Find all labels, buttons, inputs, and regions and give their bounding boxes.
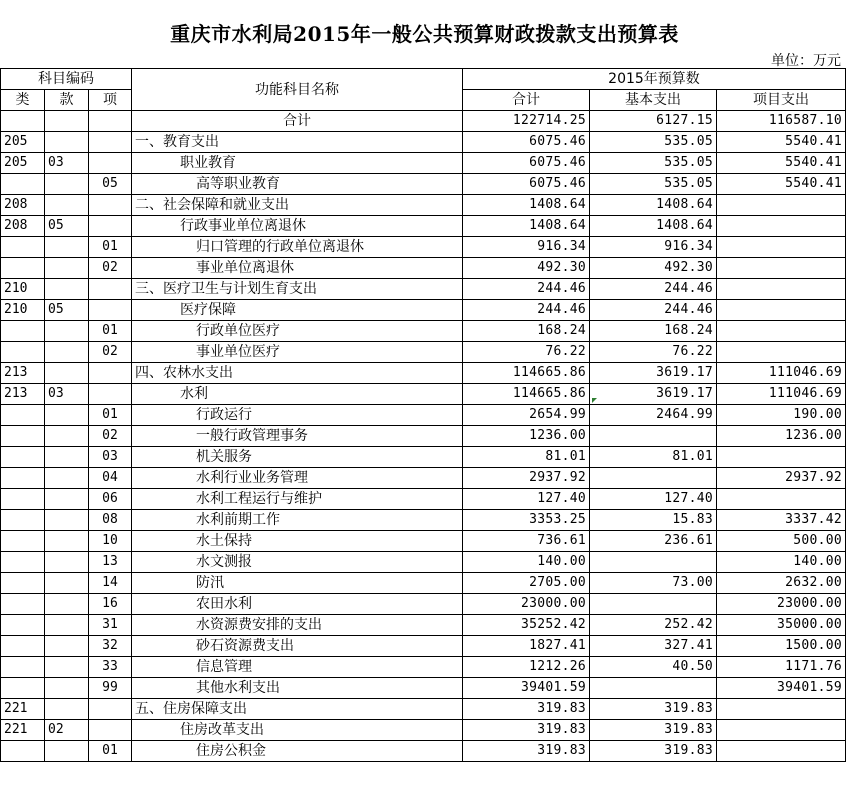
cell-xiang: 02	[89, 342, 132, 363]
cell-total: 492.30	[463, 258, 590, 279]
cell-total: 916.34	[463, 237, 590, 258]
unit-label: 单位：万元	[771, 53, 841, 69]
cell-lei	[1, 489, 45, 510]
cell-name: 水资源费安排的支出	[132, 615, 463, 636]
table-row	[1, 720, 846, 741]
header-kuan: 款	[45, 90, 89, 111]
cell-basic: 2464.99	[590, 405, 717, 426]
cell-basic	[590, 468, 717, 489]
cell-total: 1212.26	[463, 657, 590, 678]
cell-total: 2654.99	[463, 405, 590, 426]
cell-lei: 205	[1, 153, 45, 174]
cell-name: 四、农林水支出	[132, 363, 463, 384]
cell-basic: 252.42	[590, 615, 717, 636]
cell-lei	[1, 573, 45, 594]
cell-project: 23000.00	[717, 594, 846, 615]
cell-lei: 210	[1, 279, 45, 300]
cell-name: 防汛	[132, 573, 463, 594]
cell-total: 6075.46	[463, 174, 590, 195]
cell-lei	[1, 615, 45, 636]
cell-project	[717, 699, 846, 720]
cell-xiang: 14	[89, 573, 132, 594]
table-row	[1, 153, 846, 174]
cell-kuan	[45, 111, 89, 132]
cell-lei	[1, 111, 45, 132]
table-row	[1, 216, 846, 237]
cell-xiang	[89, 195, 132, 216]
cell-total: 244.46	[463, 300, 590, 321]
cell-basic: 127.40	[590, 489, 717, 510]
cell-kuan	[45, 237, 89, 258]
cell-lei: 213	[1, 363, 45, 384]
cell-lei: 205	[1, 132, 45, 153]
cell-name: 高等职业教育	[132, 174, 463, 195]
cell-project: 111046.69	[717, 384, 846, 405]
cell-kuan	[45, 321, 89, 342]
cell-total: 6075.46	[463, 153, 590, 174]
cell-basic: 244.46	[590, 279, 717, 300]
cell-xiang: 05	[89, 174, 132, 195]
cell-xiang: 01	[89, 237, 132, 258]
cell-basic: 15.83	[590, 510, 717, 531]
cell-lei	[1, 342, 45, 363]
cell-kuan	[45, 132, 89, 153]
cell-basic: 319.83	[590, 741, 717, 762]
cell-lei	[1, 174, 45, 195]
cell-basic: 319.83	[590, 720, 717, 741]
cell-name: 信息管理	[132, 657, 463, 678]
cell-basic: 73.00	[590, 573, 717, 594]
cell-name: 砂石资源费支出	[132, 636, 463, 657]
cell-xiang	[89, 132, 132, 153]
cell-name: 一、教育支出	[132, 132, 463, 153]
cell-name: 水利行业业务管理	[132, 468, 463, 489]
cell-xiang: 04	[89, 468, 132, 489]
cell-total: 114665.86	[463, 363, 590, 384]
cell-basic: 244.46	[590, 300, 717, 321]
cell-basic: 1408.64	[590, 195, 717, 216]
table-row	[1, 636, 846, 657]
table-row	[1, 195, 846, 216]
cell-total: 35252.42	[463, 615, 590, 636]
cell-lei: 221	[1, 699, 45, 720]
cell-project: 39401.59	[717, 678, 846, 699]
table-row	[1, 489, 846, 510]
cell-kuan	[45, 174, 89, 195]
table-row	[1, 405, 846, 426]
cell-project: 3337.42	[717, 510, 846, 531]
cell-lei	[1, 594, 45, 615]
cell-project	[717, 720, 846, 741]
cell-project: 500.00	[717, 531, 846, 552]
cell-lei	[1, 405, 45, 426]
cell-total: 81.01	[463, 447, 590, 468]
cell-name: 行政单位医疗	[132, 321, 463, 342]
cell-lei	[1, 657, 45, 678]
cell-lei	[1, 741, 45, 762]
cell-basic: 319.83	[590, 699, 717, 720]
table-row	[1, 510, 846, 531]
cell-xiang: 02	[89, 426, 132, 447]
cell-kuan	[45, 573, 89, 594]
cell-lei	[1, 321, 45, 342]
cell-kuan	[45, 636, 89, 657]
cell-xiang: 13	[89, 552, 132, 573]
cell-kuan	[45, 447, 89, 468]
cell-kuan	[45, 405, 89, 426]
cell-name: 五、住房保障支出	[132, 699, 463, 720]
cell-total: 23000.00	[463, 594, 590, 615]
header-project: 项目支出	[717, 90, 846, 111]
cell-basic: 3619.17	[590, 363, 717, 384]
cell-xiang: 01	[89, 405, 132, 426]
header-name: 功能科目名称	[132, 69, 463, 111]
cell-kuan: 05	[45, 216, 89, 237]
cell-lei	[1, 678, 45, 699]
header-lei: 类	[1, 90, 45, 111]
cell-project	[717, 741, 846, 762]
cell-xiang	[89, 279, 132, 300]
cell-name: 二、社会保障和就业支出	[132, 195, 463, 216]
cell-kuan	[45, 489, 89, 510]
cell-total: 114665.86	[463, 384, 590, 405]
cell-name: 水文测报	[132, 552, 463, 573]
cell-xiang: 10	[89, 531, 132, 552]
cell-basic: 81.01	[590, 447, 717, 468]
cell-name: 其他水利支出	[132, 678, 463, 699]
table-row	[1, 321, 846, 342]
budget-table	[0, 68, 846, 762]
cell-project	[717, 342, 846, 363]
cell-lei: 221	[1, 720, 45, 741]
cell-kuan	[45, 426, 89, 447]
cell-kuan: 05	[45, 300, 89, 321]
cell-lei: 208	[1, 195, 45, 216]
cell-lei	[1, 510, 45, 531]
cell-total: 122714.25	[463, 111, 590, 132]
cell-project	[717, 447, 846, 468]
cell-project: 140.00	[717, 552, 846, 573]
cell-lei	[1, 552, 45, 573]
cell-total: 244.46	[463, 279, 590, 300]
cell-xiang	[89, 384, 132, 405]
table-row	[1, 237, 846, 258]
cell-kuan	[45, 657, 89, 678]
cell-total: 1827.41	[463, 636, 590, 657]
table-row	[1, 657, 846, 678]
cell-kuan	[45, 741, 89, 762]
cell-project: 1171.76	[717, 657, 846, 678]
cell-total: 140.00	[463, 552, 590, 573]
cell-lei	[1, 237, 45, 258]
cell-total: 3353.25	[463, 510, 590, 531]
cell-project: 190.00	[717, 405, 846, 426]
cell-project	[717, 237, 846, 258]
cell-basic: 236.61	[590, 531, 717, 552]
cell-name: 水利	[132, 384, 463, 405]
cell-kuan	[45, 342, 89, 363]
cell-xiang: 06	[89, 489, 132, 510]
table-row	[1, 363, 846, 384]
cell-project	[717, 321, 846, 342]
cell-kuan	[45, 531, 89, 552]
cell-total: 76.22	[463, 342, 590, 363]
cell-lei	[1, 258, 45, 279]
table-row	[1, 615, 846, 636]
cell-basic: 535.05	[590, 174, 717, 195]
cell-basic: 40.50	[590, 657, 717, 678]
table-row	[1, 279, 846, 300]
cell-xiang: 32	[89, 636, 132, 657]
cell-xiang: 03	[89, 447, 132, 468]
cell-xiang: 08	[89, 510, 132, 531]
table-row	[1, 531, 846, 552]
cell-xiang: 33	[89, 657, 132, 678]
cell-kuan: 02	[45, 720, 89, 741]
cell-kuan	[45, 468, 89, 489]
table-row	[1, 258, 846, 279]
cell-project	[717, 279, 846, 300]
cell-name: 住房改革支出	[132, 720, 463, 741]
cell-project: 5540.41	[717, 153, 846, 174]
cell-name: 行政运行	[132, 405, 463, 426]
cell-xiang: 01	[89, 741, 132, 762]
cell-name: 医疗保障	[132, 300, 463, 321]
cell-basic: 535.05	[590, 153, 717, 174]
cell-project	[717, 195, 846, 216]
cell-xiang	[89, 720, 132, 741]
cell-name: 水土保持	[132, 531, 463, 552]
cell-lei	[1, 447, 45, 468]
cell-project: 5540.41	[717, 174, 846, 195]
header-basic: 基本支出	[590, 90, 717, 111]
header-budget-group: 2015年预算数	[463, 69, 846, 90]
cell-basic	[590, 552, 717, 573]
table-row	[1, 426, 846, 447]
cell-basic	[590, 678, 717, 699]
table-row	[1, 741, 846, 762]
cell-kuan	[45, 279, 89, 300]
table-row	[1, 111, 846, 132]
cell-total: 39401.59	[463, 678, 590, 699]
table-row	[1, 573, 846, 594]
cell-xiang: 99	[89, 678, 132, 699]
cell-lei: 208	[1, 216, 45, 237]
page-title: 重庆市水利局2015年一般公共预算财政拨款支出预算表	[170, 22, 679, 46]
table-row	[1, 384, 846, 405]
cell-project: 5540.41	[717, 132, 846, 153]
cell-project	[717, 300, 846, 321]
cell-xiang: 31	[89, 615, 132, 636]
cell-kuan: 03	[45, 384, 89, 405]
cell-total: 6075.46	[463, 132, 590, 153]
cell-xiang	[89, 111, 132, 132]
cell-basic: 327.41	[590, 636, 717, 657]
table-row	[1, 174, 846, 195]
cell-total: 1236.00	[463, 426, 590, 447]
cell-name: 一般行政管理事务	[132, 426, 463, 447]
header-code-group: 科目编码	[1, 69, 132, 90]
cell-comment-marker	[592, 398, 597, 403]
cell-total: 2705.00	[463, 573, 590, 594]
cell-kuan: 03	[45, 153, 89, 174]
cell-basic	[590, 594, 717, 615]
cell-name: 事业单位医疗	[132, 342, 463, 363]
cell-project	[717, 216, 846, 237]
cell-basic: 6127.15	[590, 111, 717, 132]
cell-basic: 492.30	[590, 258, 717, 279]
cell-total: 168.24	[463, 321, 590, 342]
cell-project	[717, 258, 846, 279]
cell-name: 归口管理的行政单位离退休	[132, 237, 463, 258]
cell-basic	[590, 426, 717, 447]
cell-lei	[1, 468, 45, 489]
cell-basic: 535.05	[590, 132, 717, 153]
cell-total: 2937.92	[463, 468, 590, 489]
cell-total: 1408.64	[463, 216, 590, 237]
cell-xiang	[89, 699, 132, 720]
header-xiang: 项	[89, 90, 132, 111]
cell-name: 合计	[132, 111, 463, 132]
cell-basic: 168.24	[590, 321, 717, 342]
cell-total: 127.40	[463, 489, 590, 510]
table-row	[1, 594, 846, 615]
cell-name: 行政事业单位离退休	[132, 216, 463, 237]
table-row	[1, 468, 846, 489]
cell-name: 机关服务	[132, 447, 463, 468]
cell-xiang	[89, 300, 132, 321]
cell-project: 35000.00	[717, 615, 846, 636]
table-row	[1, 678, 846, 699]
cell-total: 736.61	[463, 531, 590, 552]
cell-xiang: 01	[89, 321, 132, 342]
cell-project: 1500.00	[717, 636, 846, 657]
table-row	[1, 447, 846, 468]
cell-xiang: 02	[89, 258, 132, 279]
cell-name: 水利前期工作	[132, 510, 463, 531]
cell-total: 319.83	[463, 720, 590, 741]
header-total: 合计	[463, 90, 590, 111]
cell-lei	[1, 636, 45, 657]
cell-basic: 916.34	[590, 237, 717, 258]
cell-lei	[1, 531, 45, 552]
cell-lei: 213	[1, 384, 45, 405]
table-row	[1, 132, 846, 153]
cell-xiang	[89, 363, 132, 384]
cell-project: 2632.00	[717, 573, 846, 594]
cell-kuan	[45, 510, 89, 531]
cell-xiang	[89, 216, 132, 237]
table-row	[1, 342, 846, 363]
cell-basic: 3619.17	[590, 384, 717, 405]
cell-name: 职业教育	[132, 153, 463, 174]
cell-lei	[1, 426, 45, 447]
cell-project: 111046.69	[717, 363, 846, 384]
cell-name: 农田水利	[132, 594, 463, 615]
cell-kuan	[45, 552, 89, 573]
cell-project: 116587.10	[717, 111, 846, 132]
cell-kuan	[45, 258, 89, 279]
cell-kuan	[45, 699, 89, 720]
cell-project: 1236.00	[717, 426, 846, 447]
cell-name: 三、医疗卫生与计划生育支出	[132, 279, 463, 300]
cell-xiang: 16	[89, 594, 132, 615]
cell-total: 1408.64	[463, 195, 590, 216]
cell-kuan	[45, 594, 89, 615]
cell-project	[717, 489, 846, 510]
cell-basic: 76.22	[590, 342, 717, 363]
table-row	[1, 552, 846, 573]
cell-lei: 210	[1, 300, 45, 321]
cell-total: 319.83	[463, 741, 590, 762]
cell-name: 住房公积金	[132, 741, 463, 762]
cell-xiang	[89, 153, 132, 174]
cell-kuan	[45, 615, 89, 636]
cell-basic: 1408.64	[590, 216, 717, 237]
cell-project: 2937.92	[717, 468, 846, 489]
cell-kuan	[45, 195, 89, 216]
cell-kuan	[45, 678, 89, 699]
cell-kuan	[45, 363, 89, 384]
cell-name: 事业单位离退休	[132, 258, 463, 279]
cell-total: 319.83	[463, 699, 590, 720]
table-row	[1, 300, 846, 321]
table-row	[1, 699, 846, 720]
cell-name: 水利工程运行与维护	[132, 489, 463, 510]
